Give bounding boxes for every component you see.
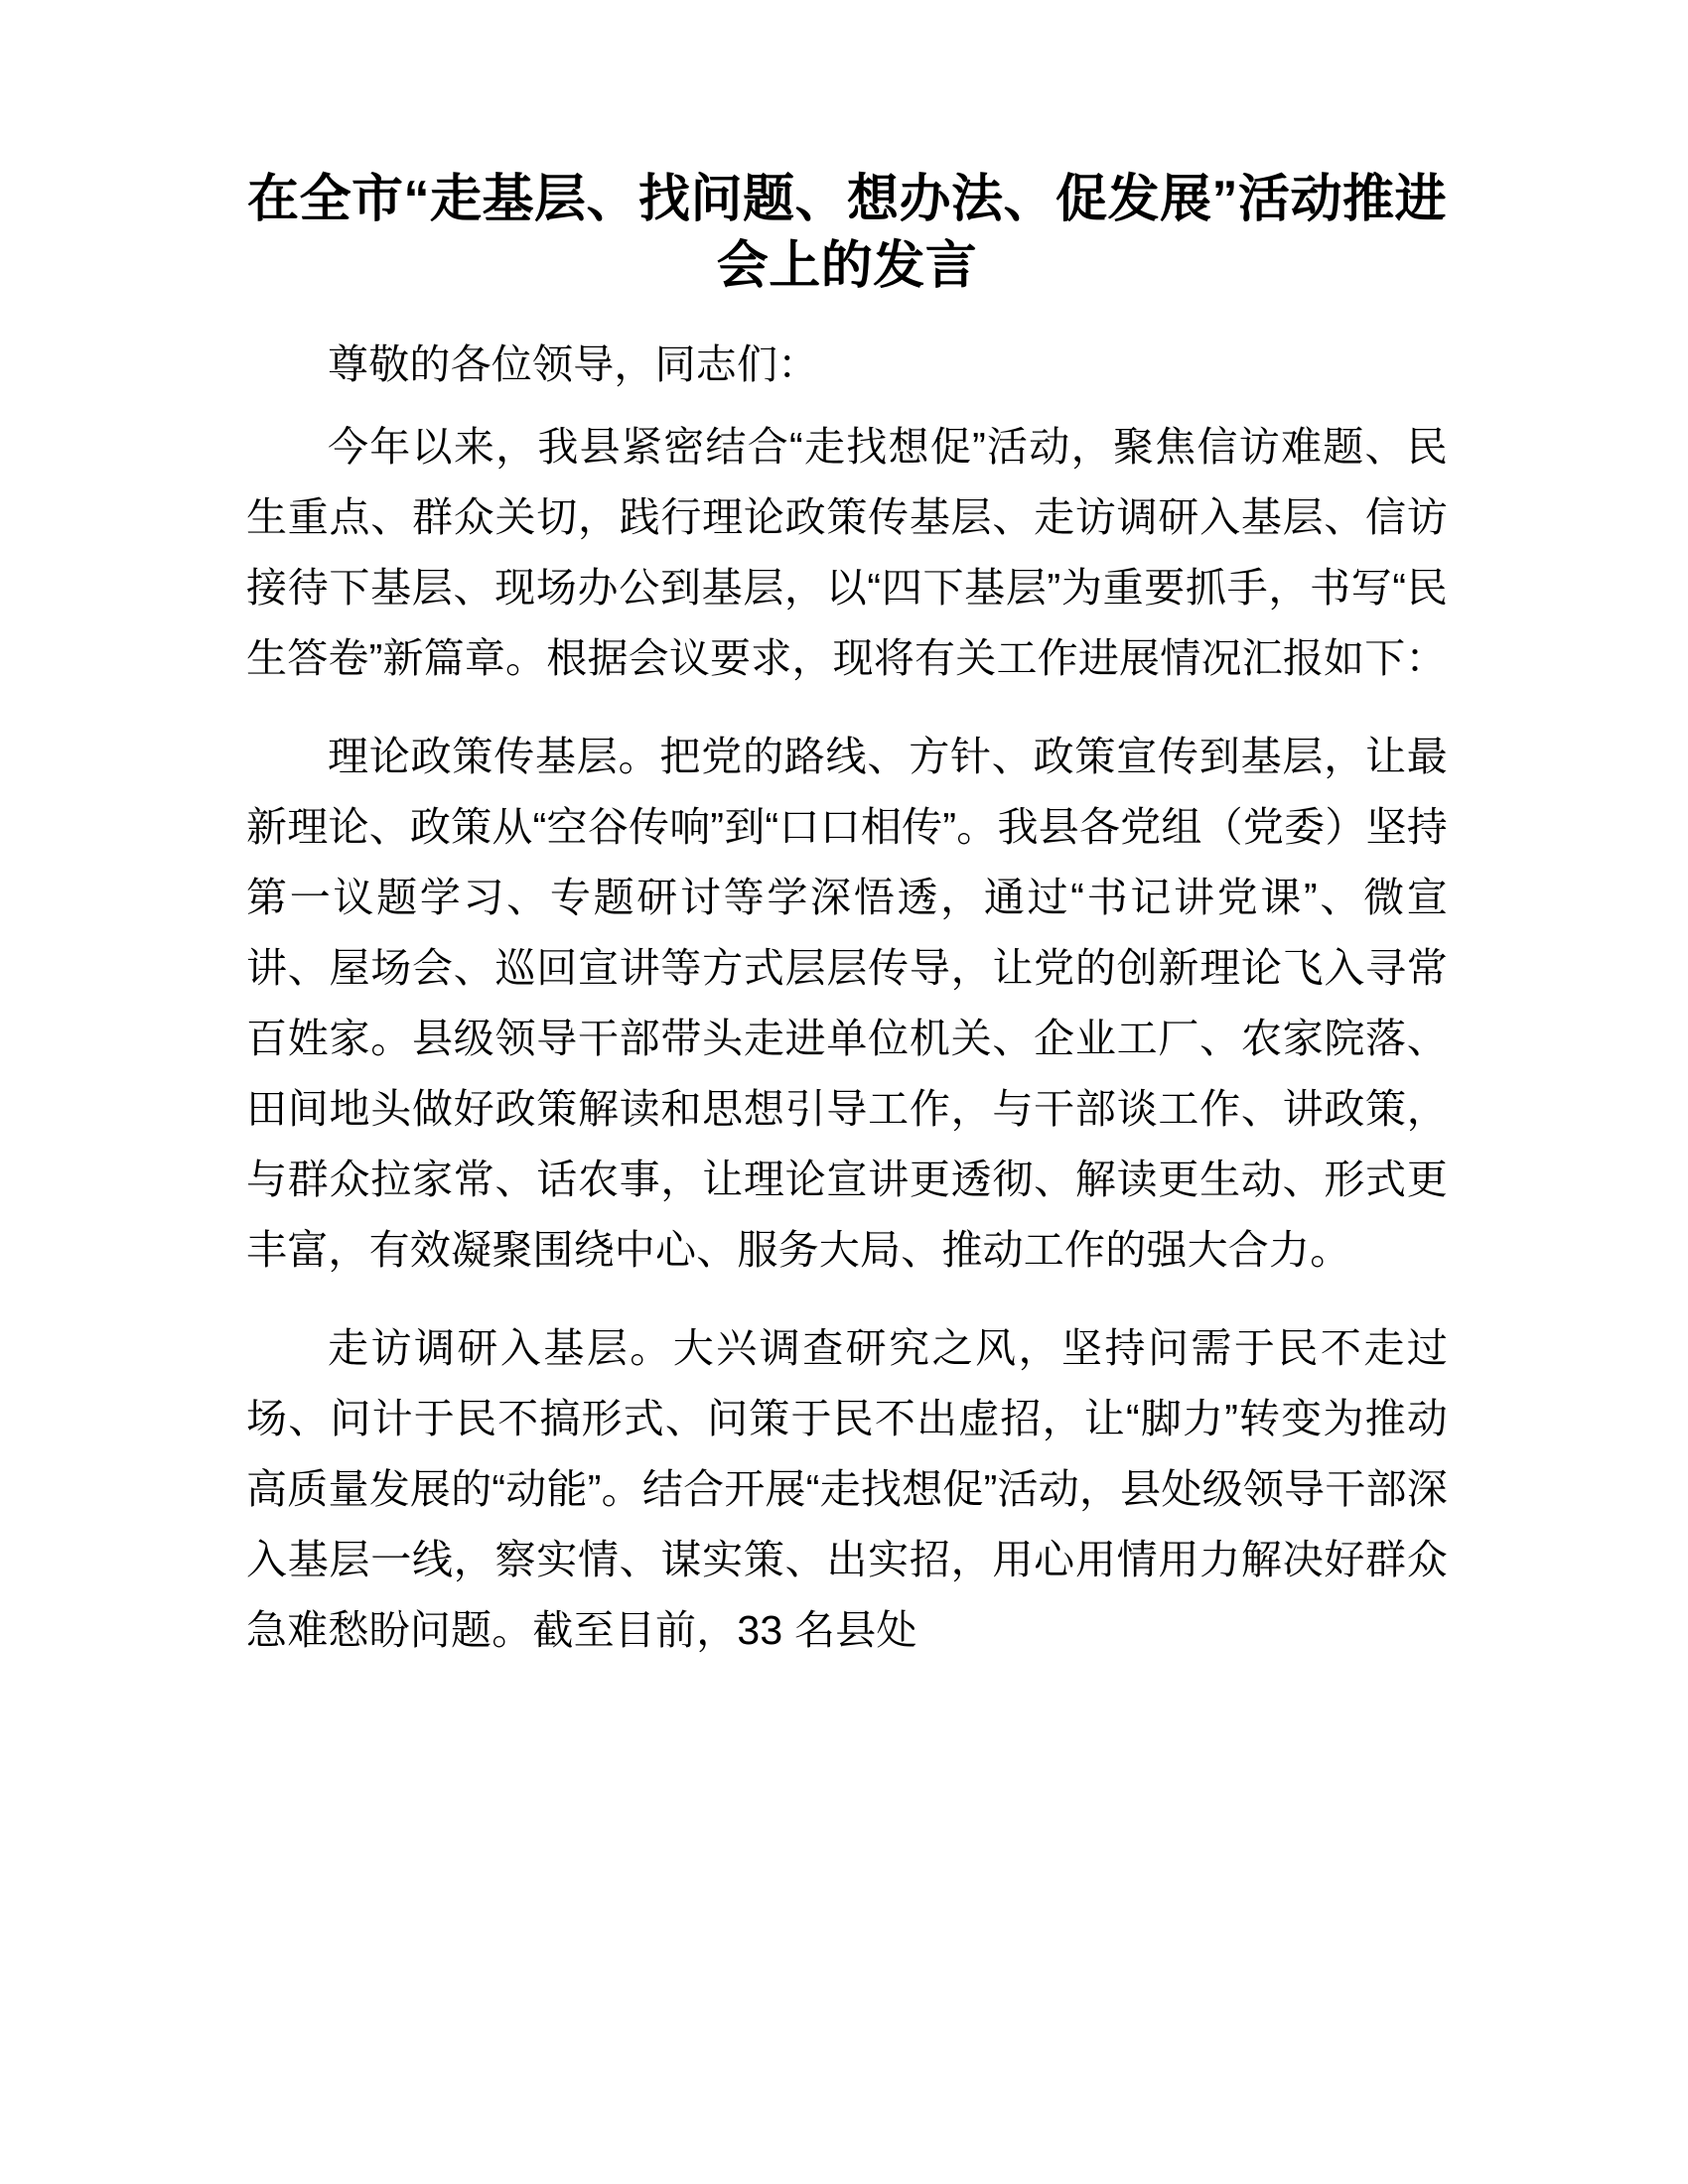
- body-paragraph-3: 走访调研入基层。大兴调查研究之风，坚持问需于民不走过场、问计于民不搞形式、问策于民不出虚招，让“脚力”转变为推动高质量发展的“动能”。结合开展“走找想促”活动，县处级领导干部深入基层一线，察实情、谋实策、出实招，用心用情用力解决好群众急难愁盼问题。截至目前，33 名县处: [246, 1325, 1448, 1654]
- body-paragraph-1: 今年以来，我县紧密结合“走找想促”活动，聚焦信访难题、民生重点、群众关切，践行理论政策传基层、走访调研入基层、信访接待下基层、现场办公到基层，以“四下基层”为重要抓手，书写“民生答卷”新篇章。根据会议要求，现将有关工作进展情况汇报如下：: [246, 424, 1448, 682]
- salutation-line: 尊敬的各位领导，同志们：: [328, 341, 819, 388]
- document-content: [246, 0, 1448, 1666]
- page-title: 在全市“走基层、找问题、想办法、促发展”活动推进会上的发言: [246, 171, 1447, 295]
- body-paragraph-2: 理论政策传基层。把党的路线、方针、政策宣传到基层，让最新理论、政策从“空谷传响”到“口口相传”。我县各党组（党委）坚持第一议题学习、专题研讨等学深悟透，通过“书记讲党课”、微宣讲、屋场会、巡回宣讲等方式层层传导，让党的创新理论飞入寻常百姓家。县级领导干部带头走进单位机关、企业工厂、农家院落、田间地头做好政策解读和思想引导工作，与干部谈工作、讲政策，与群众拉家常、话农事，让理论宣讲更透彻、解读更生动、形式更丰富，有效凝聚围绕中心、服务大局、推动工作的强大合力。: [246, 734, 1448, 1274]
